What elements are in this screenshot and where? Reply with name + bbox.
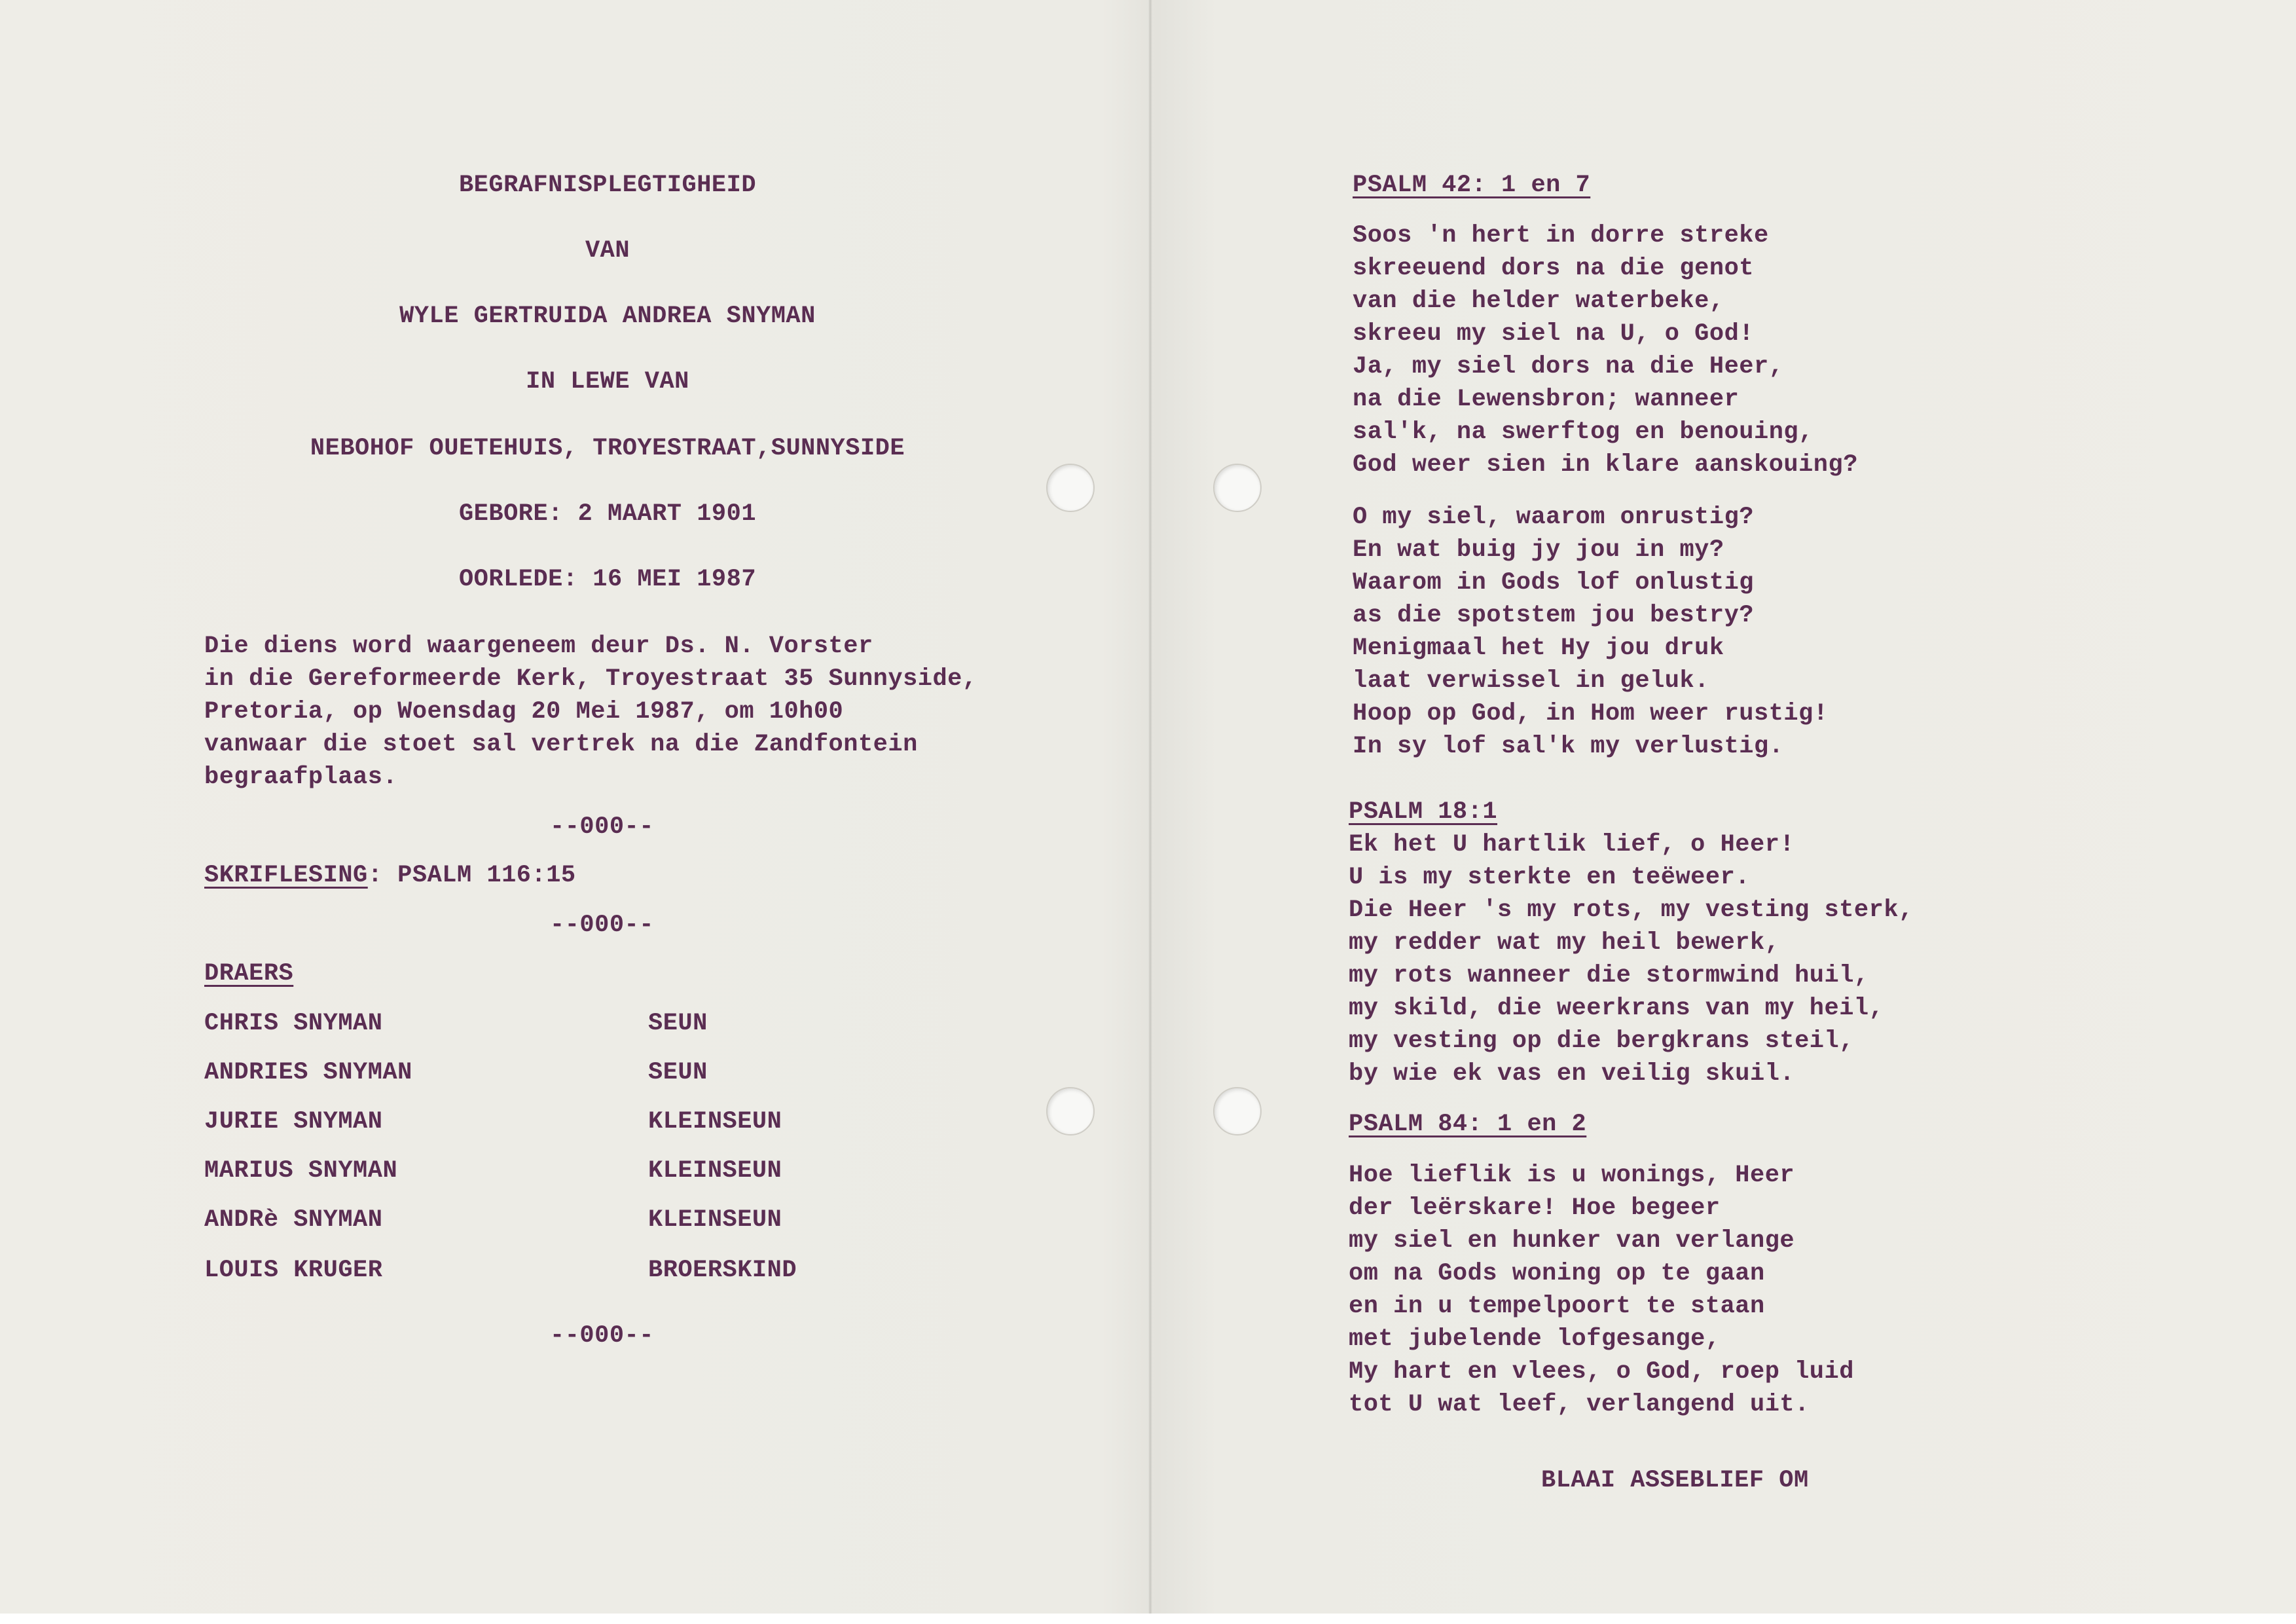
psalm-18-line: U is my sterkte en teëweer. (1349, 864, 1750, 891)
bearer-relation: BROERSKIND (648, 1257, 797, 1284)
psalm-42-line: skreeu my siel na U, o God! (1353, 320, 1754, 348)
service-line-1: Die diens word waargeneem deur Ds. N. Vorster (204, 633, 873, 660)
psalm-42-line: laat verwissel in geluk. (1353, 667, 1709, 695)
punch-hole-right-bottom (1213, 1087, 1262, 1135)
psalm-18-line: my skild, die weerkrans van my heil, (1349, 995, 1884, 1022)
heading-born: GEBORE: 2 MAART 1901 (458, 500, 757, 528)
psalm-18-line: my redder wat my heil bewerk, (1349, 929, 1780, 957)
psalm-42-line: God weer sien in klare aanskouing? (1353, 451, 1858, 479)
psalm-42-line: O my siel, waarom onrustig? (1353, 504, 1754, 531)
separator-2: --000-- (550, 912, 654, 939)
service-line-2: in die Gereformeerde Kerk, Troyestraat 35 Sunnyside, (204, 665, 977, 693)
heading-died: OORLEDE: 16 MEI 1987 (458, 566, 757, 593)
separator-3: --000-- (550, 1322, 654, 1350)
bearer-name: ANDRIES SNYMAN (204, 1059, 412, 1086)
service-line-4: vanwaar die stoet sal vertrek na die Zandfontein (204, 731, 918, 758)
psalm-42-line: In sy lof sal'k my verlustig. (1353, 733, 1784, 760)
psalm-84-line: my siel en hunker van verlange (1349, 1227, 1795, 1255)
bearer-relation: KLEINSEUN (648, 1157, 782, 1185)
bearer-relation: SEUN (648, 1010, 708, 1037)
psalm-84-line: tot U wat leef, verlangend uit. (1349, 1391, 1810, 1418)
heading-in-lewe-van: IN LEWE VAN (526, 368, 689, 396)
psalm-42-line: En wat buig jy jou in my? (1353, 536, 1724, 564)
footer-turn-over: BLAAI ASSEBLIEF OM (1541, 1467, 1809, 1494)
bearer-name: ANDRè SNYMAN (204, 1206, 383, 1234)
heading-residence: NEBOHOF OUETEHUIS, TROYESTRAAT,SUNNYSIDE (310, 435, 905, 462)
psalm-84-line: Hoe lieflik is u wonings, Heer (1349, 1162, 1795, 1189)
bearer-relation: KLEINSEUN (648, 1108, 782, 1135)
psalm-42-line: Hoop op God, in Hom weer rustig! (1353, 700, 1829, 728)
psalm-42-line: Ja, my siel dors na die Heer, (1353, 353, 1784, 380)
service-line-5: begraafplaas. (204, 764, 398, 791)
punch-hole-right-top (1213, 464, 1262, 512)
bearer-name: MARIUS SNYMAN (204, 1157, 398, 1185)
scripture-label: SKRIFLESING (204, 862, 368, 889)
psalm-42-line: Waarom in Gods lof onlustig (1353, 569, 1754, 597)
scripture-ref: : PSALM 116:15 (367, 862, 576, 889)
psalm-84-line: met jubelende lofgesange, (1349, 1325, 1721, 1353)
psalm-42-line: skreeuend dors na die genot (1353, 255, 1754, 282)
punch-hole-left-top (1046, 464, 1095, 512)
bearer-relation: SEUN (648, 1059, 708, 1086)
page-bottom-edge (0, 1614, 2296, 1624)
punch-hole-left-bottom (1046, 1087, 1095, 1135)
center-fold (1148, 0, 1152, 1624)
psalm-84-line: en in u tempelpoort te staan (1349, 1293, 1765, 1320)
psalm-42-line: as die spotstem jou bestry? (1353, 602, 1754, 629)
bearer-name: CHRIS SNYMAN (204, 1010, 383, 1037)
psalm-42-line: Menigmaal het Hy jou druk (1353, 635, 1724, 662)
psalm-42-title: PSALM 42: 1 en 7 (1353, 172, 1591, 199)
heading-title: BEGRAFNISPLEGTIGHEID (458, 172, 757, 199)
psalm-18-line: by wie ek vas en veilig skuil. (1349, 1060, 1795, 1088)
scripture-line (204, 859, 576, 892)
psalm-42-line: sal'k, na swerftog en benouing, (1353, 418, 1813, 446)
bearers-label: DRAERS (204, 960, 294, 987)
psalm-42-line: na die Lewensbron; wanneer (1353, 386, 1740, 413)
bearer-relation: KLEINSEUN (648, 1206, 782, 1234)
psalm-84-line: om na Gods woning op te gaan (1349, 1260, 1765, 1287)
bearer-name: JURIE SNYMAN (204, 1108, 383, 1135)
psalm-18-line: my vesting op die bergkrans steil, (1349, 1027, 1854, 1055)
psalm-18-line: Ek het U hartlik lief, o Heer! (1349, 831, 1795, 858)
psalm-84-line: der leërskare! Hoe begeer (1349, 1194, 1721, 1222)
psalm-18-line: Die Heer 's my rots, my vesting sterk, (1349, 896, 1914, 924)
bearer-name: LOUIS KRUGER (204, 1257, 383, 1284)
heading-deceased-name: WYLE GERTRUIDA ANDREA SNYMAN (399, 303, 816, 330)
service-line-3: Pretoria, op Woensdag 20 Mei 1987, om 10h00 (204, 698, 844, 726)
psalm-42-line: Soos 'n hert in dorre streke (1353, 222, 1769, 249)
heading-van: VAN (585, 237, 630, 265)
psalm-42-line: van die helder waterbeke, (1353, 287, 1724, 315)
psalm-18-title: PSALM 18:1 (1349, 798, 1498, 826)
psalm-84-title: PSALM 84: 1 en 2 (1349, 1111, 1587, 1138)
separator-1: --000-- (550, 813, 654, 841)
psalm-18-line: my rots wanneer die stormwind huil, (1349, 962, 1869, 989)
psalm-84-line: My hart en vlees, o God, roep luid (1349, 1358, 1854, 1386)
